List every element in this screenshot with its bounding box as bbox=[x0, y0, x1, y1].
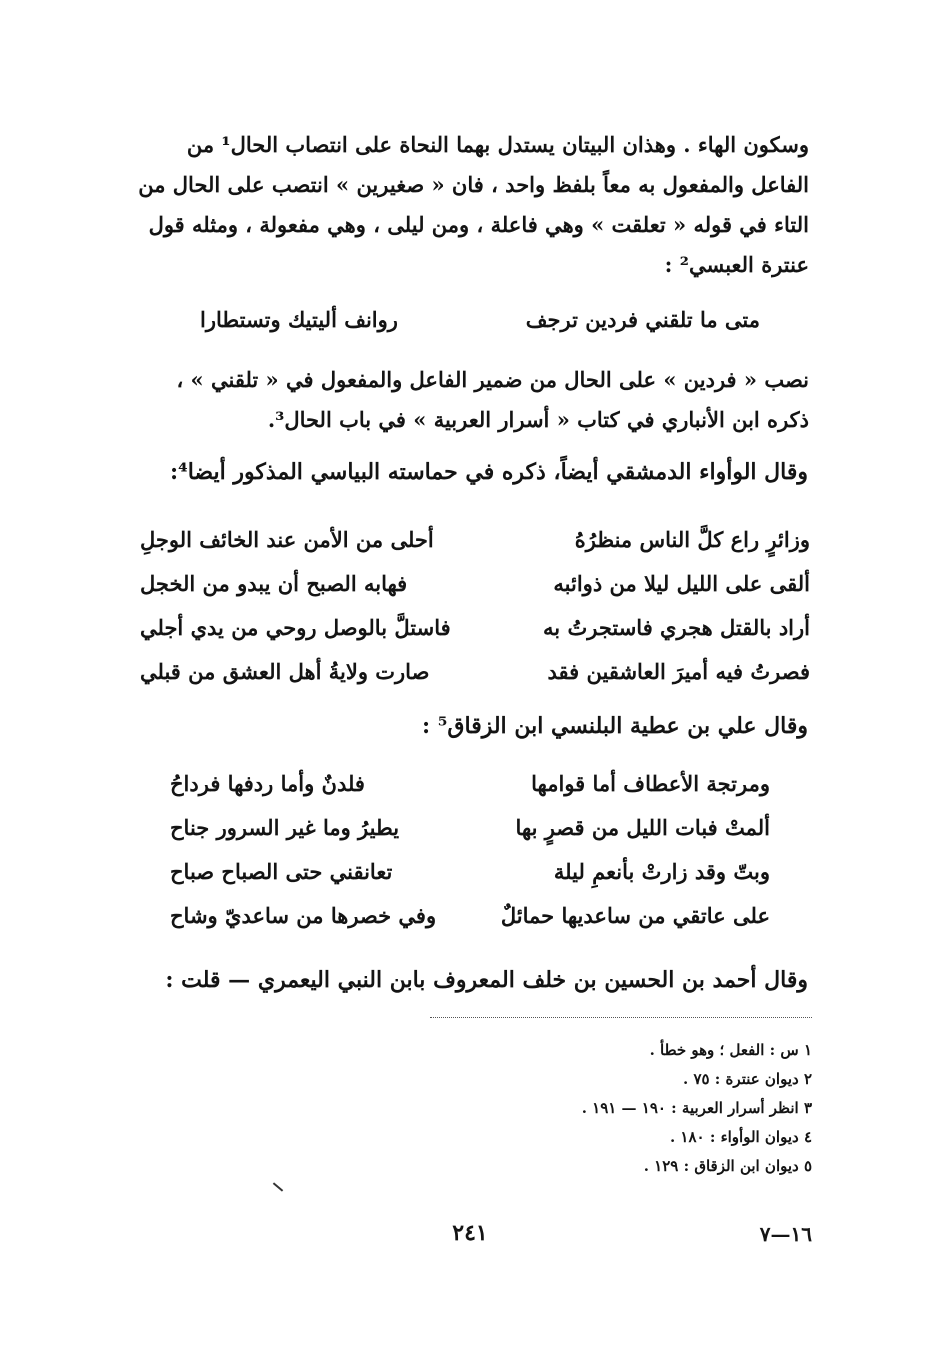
page-number: ٢٤١ bbox=[452, 1220, 488, 1246]
intro-zaqqaq: وقال علي بن عطية البلنسي ابن الزقاق⁵ : bbox=[422, 713, 808, 739]
signature-mark: ١٦—٧ bbox=[759, 1222, 812, 1246]
footnote: ٤ ديوان الوأواء : ١٨٠ . bbox=[669, 1128, 812, 1146]
intro-wawa: وقال الوأواء الدمشقي أيضاً، ذكره في حماسته البياسي المذكور أيضا⁴: bbox=[169, 459, 808, 485]
footnote: ٢ ديوان عنترة : ٧٥ . bbox=[683, 1070, 812, 1088]
verse-second-hemistich: يطيرُ وما غير السرور جناح bbox=[170, 815, 400, 840]
paragraph-1-line: الفاعل والمفعول به معاً بلفظ واحد ، فان « صغيرين » انتصب على الحال من bbox=[138, 172, 809, 197]
verse-first-hemistich: وزائرٍ راع كلَّ الناس منظرُهُ bbox=[574, 527, 810, 552]
verse-first-hemistich: ومرتجة الأعطاف أما قوامها bbox=[531, 771, 770, 796]
verse-first-hemistich: على عاتقي من ساعديها حمائلٌ bbox=[500, 903, 770, 928]
verse-first-hemistich: فصرتُ فيه أميرَ العاشقين فقد bbox=[547, 659, 810, 684]
footnote: ٥ ديوان ابن الزقاق : ١٢٩ . bbox=[643, 1157, 812, 1175]
verse-second-hemistich: تعانقني حتى الصباح صباح bbox=[170, 859, 393, 884]
paragraph-2-line: ذكره ابن الأنباري في كتاب « أسرار العربية » في باب الحال³. bbox=[267, 407, 809, 432]
verse-second-hemistich: روانف أليتيك وتستطارا bbox=[200, 307, 398, 332]
paragraph-1 bbox=[132, 125, 809, 285]
verses-zaqqaq bbox=[170, 762, 770, 938]
verse-line bbox=[140, 518, 810, 562]
footnote: ١ س : الفعل ؛ وهو خطأ . bbox=[649, 1041, 812, 1059]
verse-antara bbox=[200, 298, 760, 342]
verse-second-hemistich: فاستلَّ بالوصل روحي من يدي أجلي bbox=[140, 615, 451, 640]
verse-first-hemistich: ألمتْ فبات الليل من قصرٍ بها bbox=[515, 815, 770, 840]
footnote-divider bbox=[430, 1017, 812, 1018]
verse-first-hemistich: وبتّ وقد زارتْ بأنعمِ ليلة bbox=[553, 859, 770, 884]
verse-first-hemistich: أراد بالقتل هجري فاستجرتُ به bbox=[543, 615, 810, 640]
paragraph-1-line: وسكون الهاء . وهذان البيتان يستدل بهما النحاة على انتصاب الحال¹ من bbox=[186, 132, 809, 157]
scan-mark bbox=[273, 1182, 283, 1191]
verse-line bbox=[170, 762, 770, 806]
footnote: ٣ انظر أسرار العربية : ١٩٠ — ١٩١ . bbox=[581, 1099, 812, 1117]
verse-second-hemistich: صارت ولايةُ أهل العشق من قبلي bbox=[140, 659, 430, 684]
verse-second-hemistich: فلدنٌ وأما ردفها فرداحُ bbox=[170, 771, 365, 796]
verse-line bbox=[170, 894, 770, 938]
verses-wawa bbox=[140, 518, 810, 694]
verse-line bbox=[170, 850, 770, 894]
paragraph-1-line: عنترة العبسي² : bbox=[664, 252, 809, 277]
footnotes bbox=[352, 1036, 812, 1181]
paragraph-2-line: نصب « فردين » على الحال من ضمير الفاعل والمفعول في « تلقني » ، bbox=[176, 367, 809, 392]
verse-line bbox=[140, 562, 810, 606]
verse-line bbox=[140, 606, 810, 650]
verse-first-hemistich: ألقى على الليل ليلا من ذوائبه bbox=[553, 571, 810, 596]
verse-line bbox=[140, 650, 810, 694]
verse-line bbox=[170, 806, 770, 850]
verse-line bbox=[200, 298, 760, 342]
paragraph-2 bbox=[132, 360, 809, 440]
intro-yamari: وقال أحمد بن الحسين بن خلف المعروف بابن النبي اليعمري — قلت : bbox=[165, 967, 808, 993]
verse-second-hemistich: أحلى من الأمن عند الخائف الوجلِ bbox=[140, 527, 434, 552]
paragraph-1-line: التاء في قوله « تعلقت » وهي فاعلة ، ومن ليلى ، وهي مفعولة ، ومثله قول bbox=[148, 212, 809, 237]
verse-second-hemistich: وفي خصرها من ساعديّ وشاح bbox=[170, 903, 437, 928]
verse-first-hemistich: متى ما تلقني فردين ترجف bbox=[525, 307, 760, 332]
verse-second-hemistich: فهابه الصبح أن يبدو من الخجل bbox=[140, 571, 408, 596]
